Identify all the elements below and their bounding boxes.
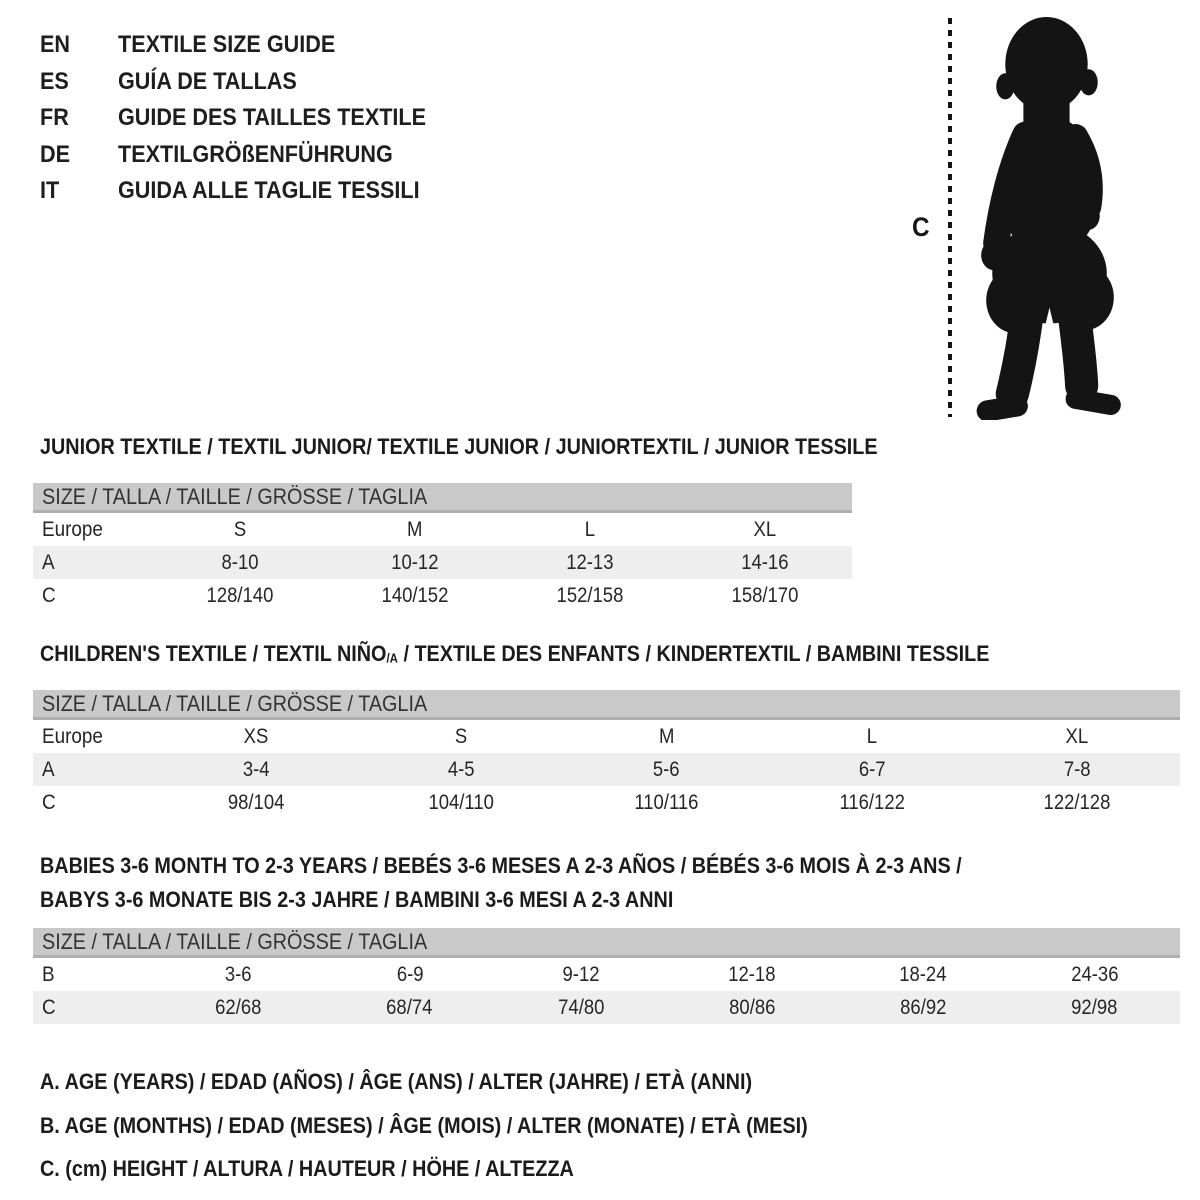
language-code: DE — [40, 140, 71, 168]
list-item — [40, 137, 460, 174]
table-cell: 122/128 — [1043, 790, 1111, 814]
legend-line-b: B. AGE (MONTHS) / EDAD (MESES) / ÂGE (MOIS) / ALTER (MONATE) / ETÀ (MESI) — [40, 1112, 808, 1138]
guide-title: GUÍA DE TALLAS — [118, 67, 297, 95]
table-row — [33, 753, 1180, 786]
table-cell: 9-12 — [562, 962, 600, 986]
table-row — [33, 720, 1180, 753]
table-cell: 7-8 — [1063, 757, 1091, 781]
table-cell: 104/110 — [428, 790, 494, 814]
table-size-header: SIZE / TALLA / TAILLE / GRÖSSE / TAGLIA — [33, 928, 1180, 958]
table-cell: 4-5 — [447, 757, 475, 781]
table-cell: 92/98 — [1071, 995, 1118, 1019]
row-label: C — [42, 995, 56, 1019]
list-item — [40, 173, 460, 210]
height-measure-label: C — [912, 212, 930, 242]
list-item — [40, 27, 460, 64]
table-cell: 6-7 — [858, 757, 886, 781]
table-cell: 158/170 — [731, 583, 799, 607]
row-label: B — [42, 962, 55, 986]
table-cell: 3-4 — [242, 757, 270, 781]
guide-title: GUIDA ALLE TAGLIE TESSILI — [118, 177, 420, 205]
table-cell: 140/152 — [381, 583, 449, 607]
table-cell: 10-12 — [391, 550, 439, 574]
table-cell: S — [454, 724, 468, 748]
row-label: Europe — [42, 517, 103, 541]
guide-title: TEXTILGRÖßENFÜHRUNG — [118, 140, 393, 168]
table-row — [33, 579, 852, 612]
table-cell: 110/116 — [634, 790, 699, 814]
table-cell: 18-24 — [899, 962, 947, 986]
table-cell: L — [584, 517, 596, 541]
table-cell: 24-36 — [1070, 962, 1119, 986]
table-cell: XL — [1066, 724, 1089, 748]
table-cell: 152/158 — [556, 583, 624, 607]
table-cell: 3-6 — [225, 962, 252, 986]
table-size-header: SIZE / TALLA / TAILLE / GRÖSSE / TAGLIA — [33, 483, 852, 513]
list-item — [40, 100, 460, 137]
table-cell: 14-16 — [740, 550, 789, 574]
language-code: ES — [40, 67, 69, 95]
row-label: C — [42, 583, 56, 607]
row-label: C — [42, 790, 56, 814]
guide-title: GUIDE DES TAILLES TEXTILE — [118, 104, 427, 132]
table-row — [33, 513, 852, 546]
language-title-list — [40, 27, 460, 210]
section-title-children: CHILDREN'S TEXTILE / TEXTIL NIÑO/A / TEXTILE DES ENFANTS / KINDERTEXTIL / BAMBINI TESSILE — [40, 641, 990, 666]
table-cell: 5-6 — [653, 757, 680, 781]
table-cell: M — [658, 724, 675, 748]
measurement-legend — [40, 1069, 893, 1200]
table-cell: L — [866, 724, 878, 748]
language-code: EN — [40, 31, 71, 59]
table-cell: 128/140 — [206, 583, 274, 607]
table-cell: 98/104 — [227, 790, 284, 814]
babies-size-table — [33, 928, 1180, 1024]
height-measure-dashed-line — [948, 18, 952, 417]
table-cell: M — [407, 517, 423, 541]
table-row — [33, 786, 1180, 819]
section-title-babies: BABIES 3-6 MONTH TO 2-3 YEARS / BEBÉS 3-6 MESES A 2-3 AÑOS / BÉBÉS 3-6 MOIS À 2-3 ANS / BABYS 3-6 MONATE BIS 2-3 JAHRE / BAMBINI 3-6 MESI A 2-3 ANNI — [40, 853, 962, 912]
table-cell: 8-10 — [221, 550, 259, 574]
children-size-table — [33, 690, 1180, 819]
table-cell: 86/92 — [900, 995, 947, 1019]
row-label: Europe — [42, 724, 103, 748]
table-cell: 68/74 — [386, 995, 433, 1019]
table-row — [33, 991, 1180, 1024]
row-label: A — [42, 550, 55, 574]
table-cell: 116/122 — [839, 790, 905, 814]
guide-title: TEXTILE SIZE GUIDE — [118, 31, 336, 59]
legend-line-a: A. AGE (YEARS) / EDAD (AÑOS) / ÂGE (ANS) / ALTER (JAHRE) / ETÀ (ANNI) — [40, 1069, 753, 1094]
section-title-junior: JUNIOR TEXTILE / TEXTIL JUNIOR/ TEXTILE JUNIOR / JUNIORTEXTIL / JUNIOR TESSILE — [40, 434, 878, 459]
table-cell: S — [234, 517, 247, 541]
legend-line-c: C. (cm) HEIGHT / ALTURA / HAUTEUR / HÖHE / ALTEZZA — [40, 1156, 574, 1181]
table-size-header: SIZE / TALLA / TAILLE / GRÖSSE / TAGLIA — [33, 690, 1180, 720]
table-cell: 12-18 — [728, 962, 776, 986]
table-row — [33, 958, 1180, 991]
toddler-silhouette-icon — [960, 12, 1138, 420]
list-item — [40, 64, 460, 101]
table-cell: 80/86 — [728, 995, 776, 1019]
language-code: FR — [40, 104, 69, 132]
table-row — [33, 546, 852, 579]
table-cell: XL — [753, 517, 776, 541]
row-label: A — [42, 757, 55, 781]
table-cell: 12-13 — [566, 550, 614, 574]
table-cell: 74/80 — [557, 995, 605, 1019]
table-cell: 6-9 — [396, 962, 424, 986]
language-code: IT — [40, 177, 60, 205]
junior-size-table — [33, 483, 852, 612]
table-cell: XS — [243, 724, 269, 748]
nino-a-subscript: /A — [386, 650, 398, 666]
table-cell: 62/68 — [215, 995, 262, 1019]
